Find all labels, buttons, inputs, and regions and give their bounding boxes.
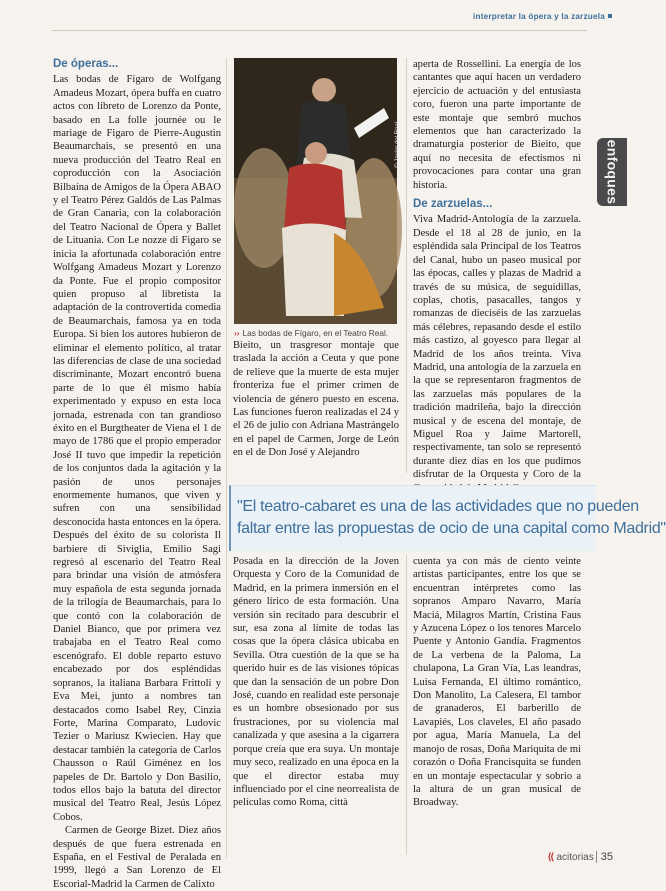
opera-photo	[234, 58, 401, 324]
page-number: 35	[596, 851, 613, 863]
header-rule	[52, 30, 587, 31]
double-chevron-icon: ››	[234, 328, 240, 338]
column-divider	[226, 58, 227, 858]
article-column-1	[53, 58, 221, 890]
article-column-3	[413, 58, 581, 481]
photo-caption	[234, 328, 400, 338]
side-tab-label: enfoques	[604, 139, 621, 205]
page-footer	[547, 851, 613, 863]
paragraph: Carmen de George Bizet. Diez años después de que fuera estrenada en España, en el Festival de Peralada en 1999, llegó a San Lorenzo de El Escorial-Madrid la Carmen de Calixto	[53, 825, 221, 890]
paragraph: aperta de Rossellini. La energía de los cantantes que aquí hacen un verdadero ejercicio de actuación y del entusiasta coro, fueron una parte importante de este montaje que sembró muchos elementos que han caracterizado la dramaturgia posterior de Bieito, que aquí no necesita de efectismos ni provocaciones para contar una gran historia.	[413, 59, 581, 191]
footer-brand: acitorias	[556, 852, 594, 863]
article-column-5	[413, 555, 581, 855]
pull-quote-line: "El teatro-cabaret es una de las actividades que no pueden	[237, 498, 639, 515]
header-square-icon	[608, 14, 612, 18]
opera-scene-illustration	[234, 58, 397, 324]
pull-quote	[229, 485, 666, 551]
photo-credit: © Javier del Real	[395, 122, 401, 168]
paragraph: Posada en la dirección de la Joven Orquesta y Coro de la Comunidad de Madrid, en la primera inmersión en el género lírico de esta formación. Una versión sin recitado para descubrir el sur, esa zona al límite de todas las cosas que la ópera clásica ubicaba en Sevilla. Otra cuestión de la que se ha querido huir es de las visiones tópicas que dan la sensación de un pobre Don José, cuando en realidad este personaje es un hombre obsesionado por sus frustraciones, por su violencia mal canalizada y que asesina a la cigarrera porque creía que era suya. Un montaje muy seco, realizado en una época en la que el director estaba muy influenciado por el cine neorrealista de películas como Roma, città	[233, 556, 399, 809]
zarzuelas-heading: De zarzuelas...	[413, 198, 493, 211]
article-column-2	[233, 339, 399, 473]
header-title: interpretar la ópera y la zarzuela	[473, 12, 605, 21]
paragraph: Bieito, un trasgresor montaje que traslada la acción a Ceuta y que pone de relieve que la muerte de esta mujer fronteriza fue el primer crimen de violencia de género puesto en escena. Las funciones fueron realizadas el 24 y el 26 de julio con Adriana Mastrángelo en el papel de Carmen, Jorge de León en el de Don José y Alejandro	[233, 340, 399, 459]
pull-quote-line: faltar entre las propuestas de ocio de una capital como Madrid"	[237, 520, 666, 537]
brand-logo-icon: ⟪	[547, 852, 555, 863]
article-column-4	[233, 555, 399, 855]
operas-heading: De óperas...	[53, 58, 119, 70]
section-header	[473, 12, 615, 21]
caption-text: Las bodas de Fígaro, en el Teatro Real.	[242, 328, 389, 338]
paragraph: Viva Madrid-Antología de la zarzuela. Desde el 18 al 28 de junio, en la espléndida sala Principal de los Teatros del Canal, hubo un paseo musical por las épocas, calles y plazas de Madrid a través de su música, de seguidillas, coplas, chotis, pasacalles, tangos y romanzas de dieciséis de las zarzuelas más célebres, repasando desde el estilo más castizo, al goyesco para llegar al Madrid de los años treinta. Viva Madrid, una antología de la zarzuela en la que se representaron fragmentos de las zarzuelas más populares de la tradición madrileña, bajo la dirección musical y de escena del montaje, de Miguel Roa y Jaime Martorell, respectivamente, tan solo se representó durante diez días en los que pudimos disfrutar de la Orquesta y Coro de la	[413, 214, 581, 481]
column-divider	[406, 555, 407, 855]
paragraph: cuenta ya con más de ciento veinte artistas participantes, entre los que se encuentran intérpretes como las sopranos Amparo Navarro, María Maciá, Milagros Martín, Cristina Faus y Azucena López o los tenores Marcelo Puente y Antonio Gandía. Fragmentos de La verbena de la Paloma, La chulapona, La Gran Vía, Las leandras, Luisa Fernanda, El último romántico, Don Manolito, La Calesera, El tambor de granaderos, El barberillo de Lavapiés, Los claveles, El año pasado por agua, María Manuela, La del manojo de rosas, Doña Mariquita de mi corazón o Doña Francisquita se funden en un montaje espectacular y sobrio a la altura de un gran musical de Broadway.	[413, 556, 581, 809]
column-divider	[406, 58, 407, 473]
paragraph: Las bodas de Fígaro de Wolfgang Amadeus Mozart, ópera buffa en cuatro actos con libreto de Lorenzo da Ponte, basado en La folle journée ou le mariage de Figaro de Pierre-Augustin Beaumarchais, se presentó en una nueva producción del Teatro Real en coproducción con la Asociación Bilbaína de Amigos de la Ópera ABAO y el Teatro Pérez Galdós de Las Palmas de Gran Canaria, con la colaboración del Teatro Nacional de Ópera y Ballet de Lituania. Con Le nozze di Figaro se inicia la afortunada colaboración entre Wolfgang Amadeus Mozart y Lorenzo da Ponte. Fue el propio compositor quien propuso al libretista la adaptación de la controvertida comedia de Beaumarchais, famosa ya en toda Europa. Si bien los autores hubieron de eliminar el elemento político, al tratar las diferencias de clase de una sociedad discriminante, Mozart encontró buena parte de lo que él mismo había experimentado y expuso en esta loca jornada, estrenada con tan grandioso éxito en el Burgtheater de Viena el 1 de mayo de 1786 que el propio emperador José II tuvo que impedir la repetición de los conjuntos dada la agitación y la pasión de unos personajes enormemente humanos, que viven y sufren con una sensibilidad desconocida hasta entonces en la ópera. Después del éxito de su colorista Il barbiere di Siviglia, Emilio Sagi regresó al escenario del Teatro Real para brindar una visión de atmósfera muy española de esta segunda jornada de la trilogía de Beaumarchais, para lo que contó con la colaboración de Daniel Bianco, que por primera vez trabajaba en el Teatro Real como escenógrafo. El doble reparto estuvo encabezado por dos espléndidas sopranos, la italiana Barbara Frittoli y Eva Mei, junto a nombres tan destacados como Isabel Rey, Cinzia Forte, Marina Comparato, Ludovic Tezier o Mariusz Kwiecien. Hay que destacar también la categoría de Carlos Chausson o Raúl Giménez en los papeles de Dr. Bartolo y Don Basilio, todos ellos bajo la batuta del director musical del Teatro Real, Jesús López Cobos.	[53, 74, 221, 823]
section-side-tab	[597, 138, 627, 206]
